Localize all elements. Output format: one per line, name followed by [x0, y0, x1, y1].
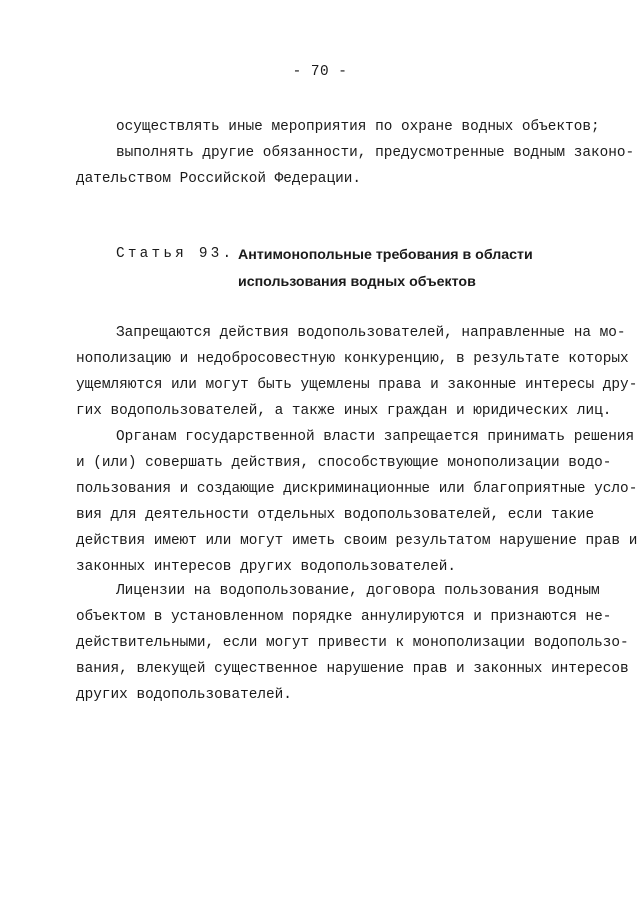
intro-line: выполнять другие обязанности, предусмотренные водным законо-: [116, 145, 635, 161]
paragraph-line: действительными, если могут привести к монополизации водопользо-: [76, 635, 629, 651]
paragraph-line: гих водопользователей, а также иных граждан и юридических лиц.: [76, 403, 612, 419]
article-title-line: Антимонопольные требования в области: [238, 247, 533, 263]
paragraph-line: объектом в установленном порядке аннулируются и признаются не-: [76, 609, 612, 625]
paragraph-line: действия имеют или могут иметь своим результатом нарушение прав и: [76, 533, 638, 549]
intro-line: дательством Российской Федерации.: [76, 171, 361, 187]
paragraph-line: других водопользователей.: [76, 687, 292, 703]
intro-line: осуществлять иные мероприятия по охране водных объектов;: [116, 119, 600, 135]
article-title-line: использования водных объектов: [238, 274, 476, 290]
paragraph-line: законных интересов других водопользователей.: [76, 559, 456, 575]
paragraph-line: ущемляются или могут быть ущемлены права и законные интересы дру-: [76, 377, 638, 393]
article-label: Статья 93.: [116, 246, 235, 262]
paragraph-line: пользования и создающие дискриминационные или благоприятные усло-: [76, 481, 638, 497]
paragraph-line: Органам государственной власти запрещается принимать решения: [116, 429, 635, 445]
paragraph-line: нополизацию и недобросовестную конкуренцию, в результате которых: [76, 351, 629, 367]
paragraph-line: Лицензии на водопользование, договора пользования водным: [116, 583, 600, 599]
paragraph-line: Запрещаются действия водопользователей, направленные на мо-: [116, 325, 626, 341]
page-number: - 70 -: [292, 64, 348, 80]
paragraph-line: и (или) совершать действия, способствующие монополизации водо-: [76, 455, 612, 471]
paragraph-line: вия для деятельности отдельных водопользователей, если такие: [76, 507, 595, 523]
paragraph-line: вания, влекущей существенное нарушение прав и законных интересов: [76, 661, 629, 677]
